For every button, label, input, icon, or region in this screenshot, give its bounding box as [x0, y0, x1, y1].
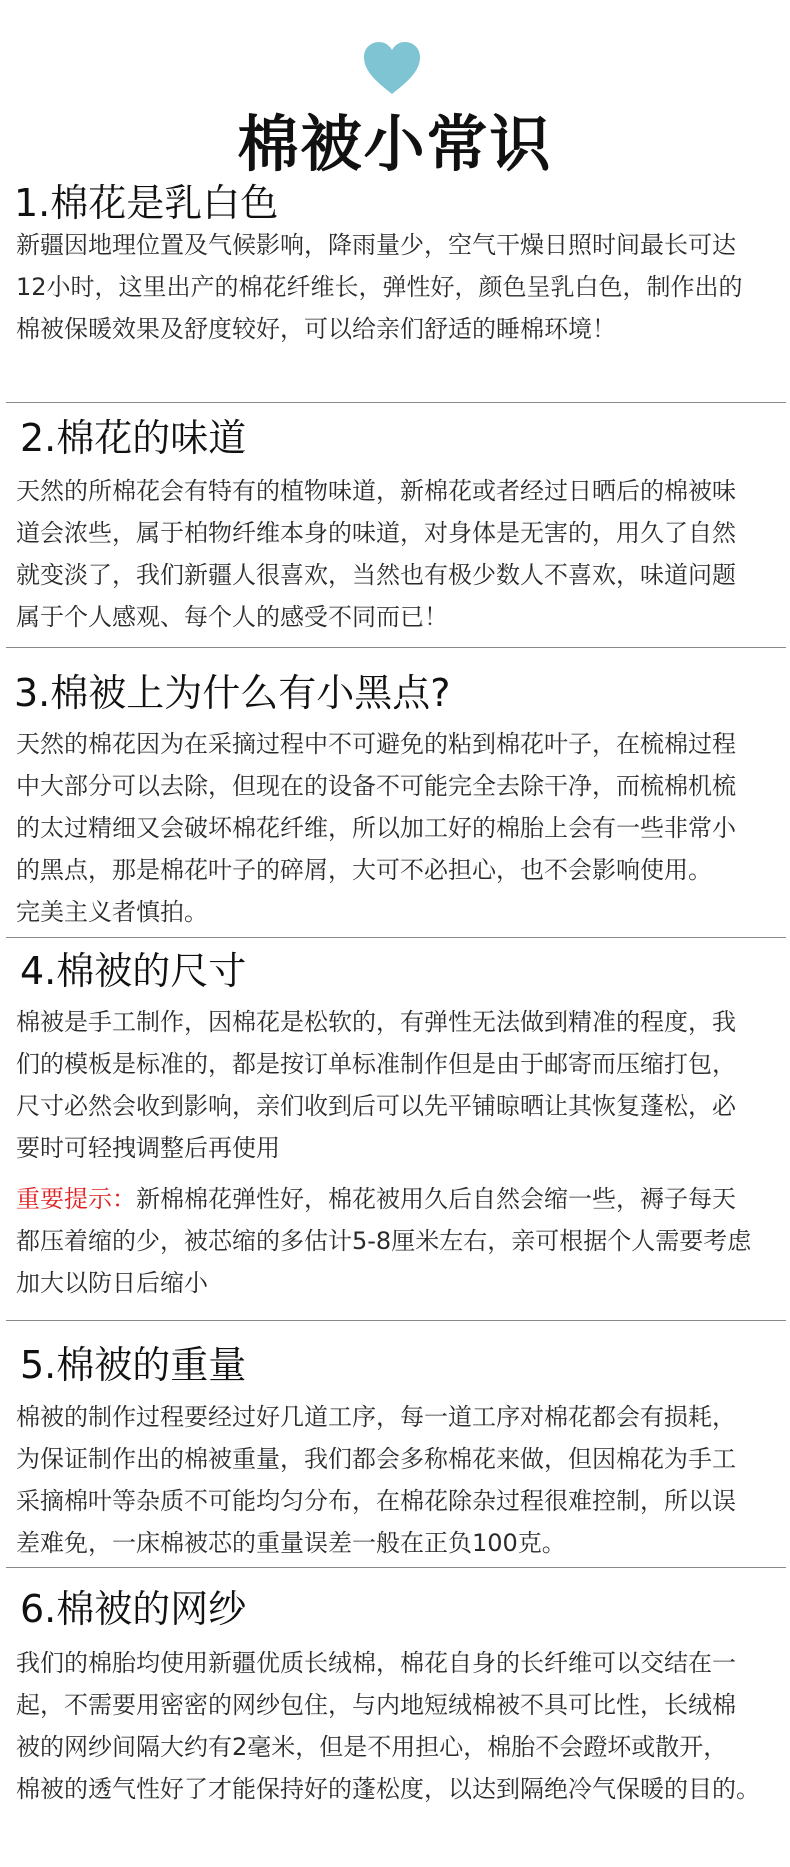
paragraph-line: 棉被的透气性好了才能保持好的蓬松度，以达到隔绝冷气保暖的目的。	[16, 1775, 760, 1803]
section-title-weight: 5.棉被的重量	[20, 1343, 247, 1387]
section-title-smell: 2.棉花的味道	[20, 416, 247, 460]
section-divider	[6, 937, 786, 938]
paragraph-line: 道会浓些，属于柏物纤维本身的味道，对身体是无害的，用久了自然	[16, 519, 736, 547]
paragraph-line: 天然的棉花因为在采摘过程中不可避免的粘到棉花叶子，在梳棉过程	[16, 730, 736, 758]
paragraph-line: 被的网纱间隔大约有2毫米，但是不用担心，棉胎不会蹬坏或散开，	[16, 1733, 728, 1761]
paragraph-line: 12小时，这里出产的棉花纤维长，弹性好，颜色呈乳白色，制作出的	[16, 273, 743, 301]
paragraph-line: 尺寸必然会收到影响，亲们收到后可以先平铺晾晒让其恢复蓬松，必	[16, 1092, 736, 1120]
section-title-mesh: 6.棉被的网纱	[20, 1587, 247, 1631]
important-note-text: 新棉棉花弹性好，棉花被用久后自然会缩一些，褥子每天	[136, 1185, 736, 1213]
important-note-line	[16, 1178, 736, 1220]
paragraph-line: 棉被保暖效果及舒度较好，可以给亲们舒适的睡棉环境！	[16, 315, 616, 343]
paragraph-line: 起，不需要用密密的网纱包住，与内地短绒棉被不具可比性，长绒棉	[16, 1691, 736, 1719]
paragraph-line: 中大部分可以去除，但现在的设备不可能完全去除干净，而梳棉机梳	[16, 772, 736, 800]
section-title-size: 4.棉被的尺寸	[20, 949, 247, 993]
section-divider	[6, 1567, 786, 1568]
paragraph-line: 完美主义者慎拍。	[16, 898, 208, 926]
paragraph-line: 采摘棉叶等杂质不可能均匀分布，在棉花除杂过程很难控制，所以误	[16, 1487, 736, 1515]
section-divider	[6, 402, 786, 403]
paragraph-line: 棉被是手工制作，因棉花是松软的，有弹性无法做到精准的程度，我	[16, 1008, 736, 1036]
paragraph-line: 的黑点，那是棉花叶子的碎屑，大可不必担心，也不会影响使用。	[16, 856, 712, 884]
paragraph-line: 天然的所棉花会有特有的植物味道，新棉花或者经过日晒后的棉被味	[16, 477, 736, 505]
paragraph-line: 的太过精细又会破坏棉花纤维，所以加工好的棉胎上会有一些非常小	[16, 814, 736, 842]
paragraph-line: 差难免，一床棉被芯的重量误差一般在正负100克。	[16, 1529, 566, 1557]
paragraph-line: 为保证制作出的棉被重量，我们都会多称棉花来做，但因棉花为手工	[16, 1445, 736, 1473]
paragraph-line: 们的模板是标准的，都是按订单标准制作但是由于邮寄而压缩打包，	[16, 1050, 736, 1078]
section-title-black-dots: 3.棉被上为什么有小黑点?	[14, 671, 451, 715]
page-title: 棉被小常识	[237, 109, 553, 180]
section-title-color: 1.棉花是乳白色	[14, 181, 279, 225]
paragraph-line: 就变淡了，我们新疆人很喜欢，当然也有极少数人不喜欢，味道问题	[16, 561, 736, 589]
section-divider	[6, 647, 786, 648]
paragraph-line: 加大以防日后缩小	[16, 1269, 208, 1297]
paragraph-line: 我们的棉胎均使用新疆优质长绒棉，棉花自身的长纤维可以交结在一	[16, 1649, 736, 1677]
paragraph-line: 要时可轻拽调整后再使用	[16, 1134, 280, 1162]
paragraph-line: 都压着缩的少，被芯缩的多估计5-8厘米左右，亲可根据个人需要考虑	[16, 1227, 752, 1255]
important-note-label: 重要提示：	[16, 1185, 136, 1213]
paragraph-line: 新疆因地理位置及气候影响，降雨量少，空气干燥日照时间最长可达	[16, 231, 736, 259]
section-divider	[6, 1320, 786, 1321]
paragraph-line: 属于个人感观、每个人的感受不同而已！	[16, 603, 448, 631]
paragraph-line: 棉被的制作过程要经过好几道工序，每一道工序对棉花都会有损耗，	[16, 1403, 736, 1431]
heart-icon	[362, 40, 422, 96]
